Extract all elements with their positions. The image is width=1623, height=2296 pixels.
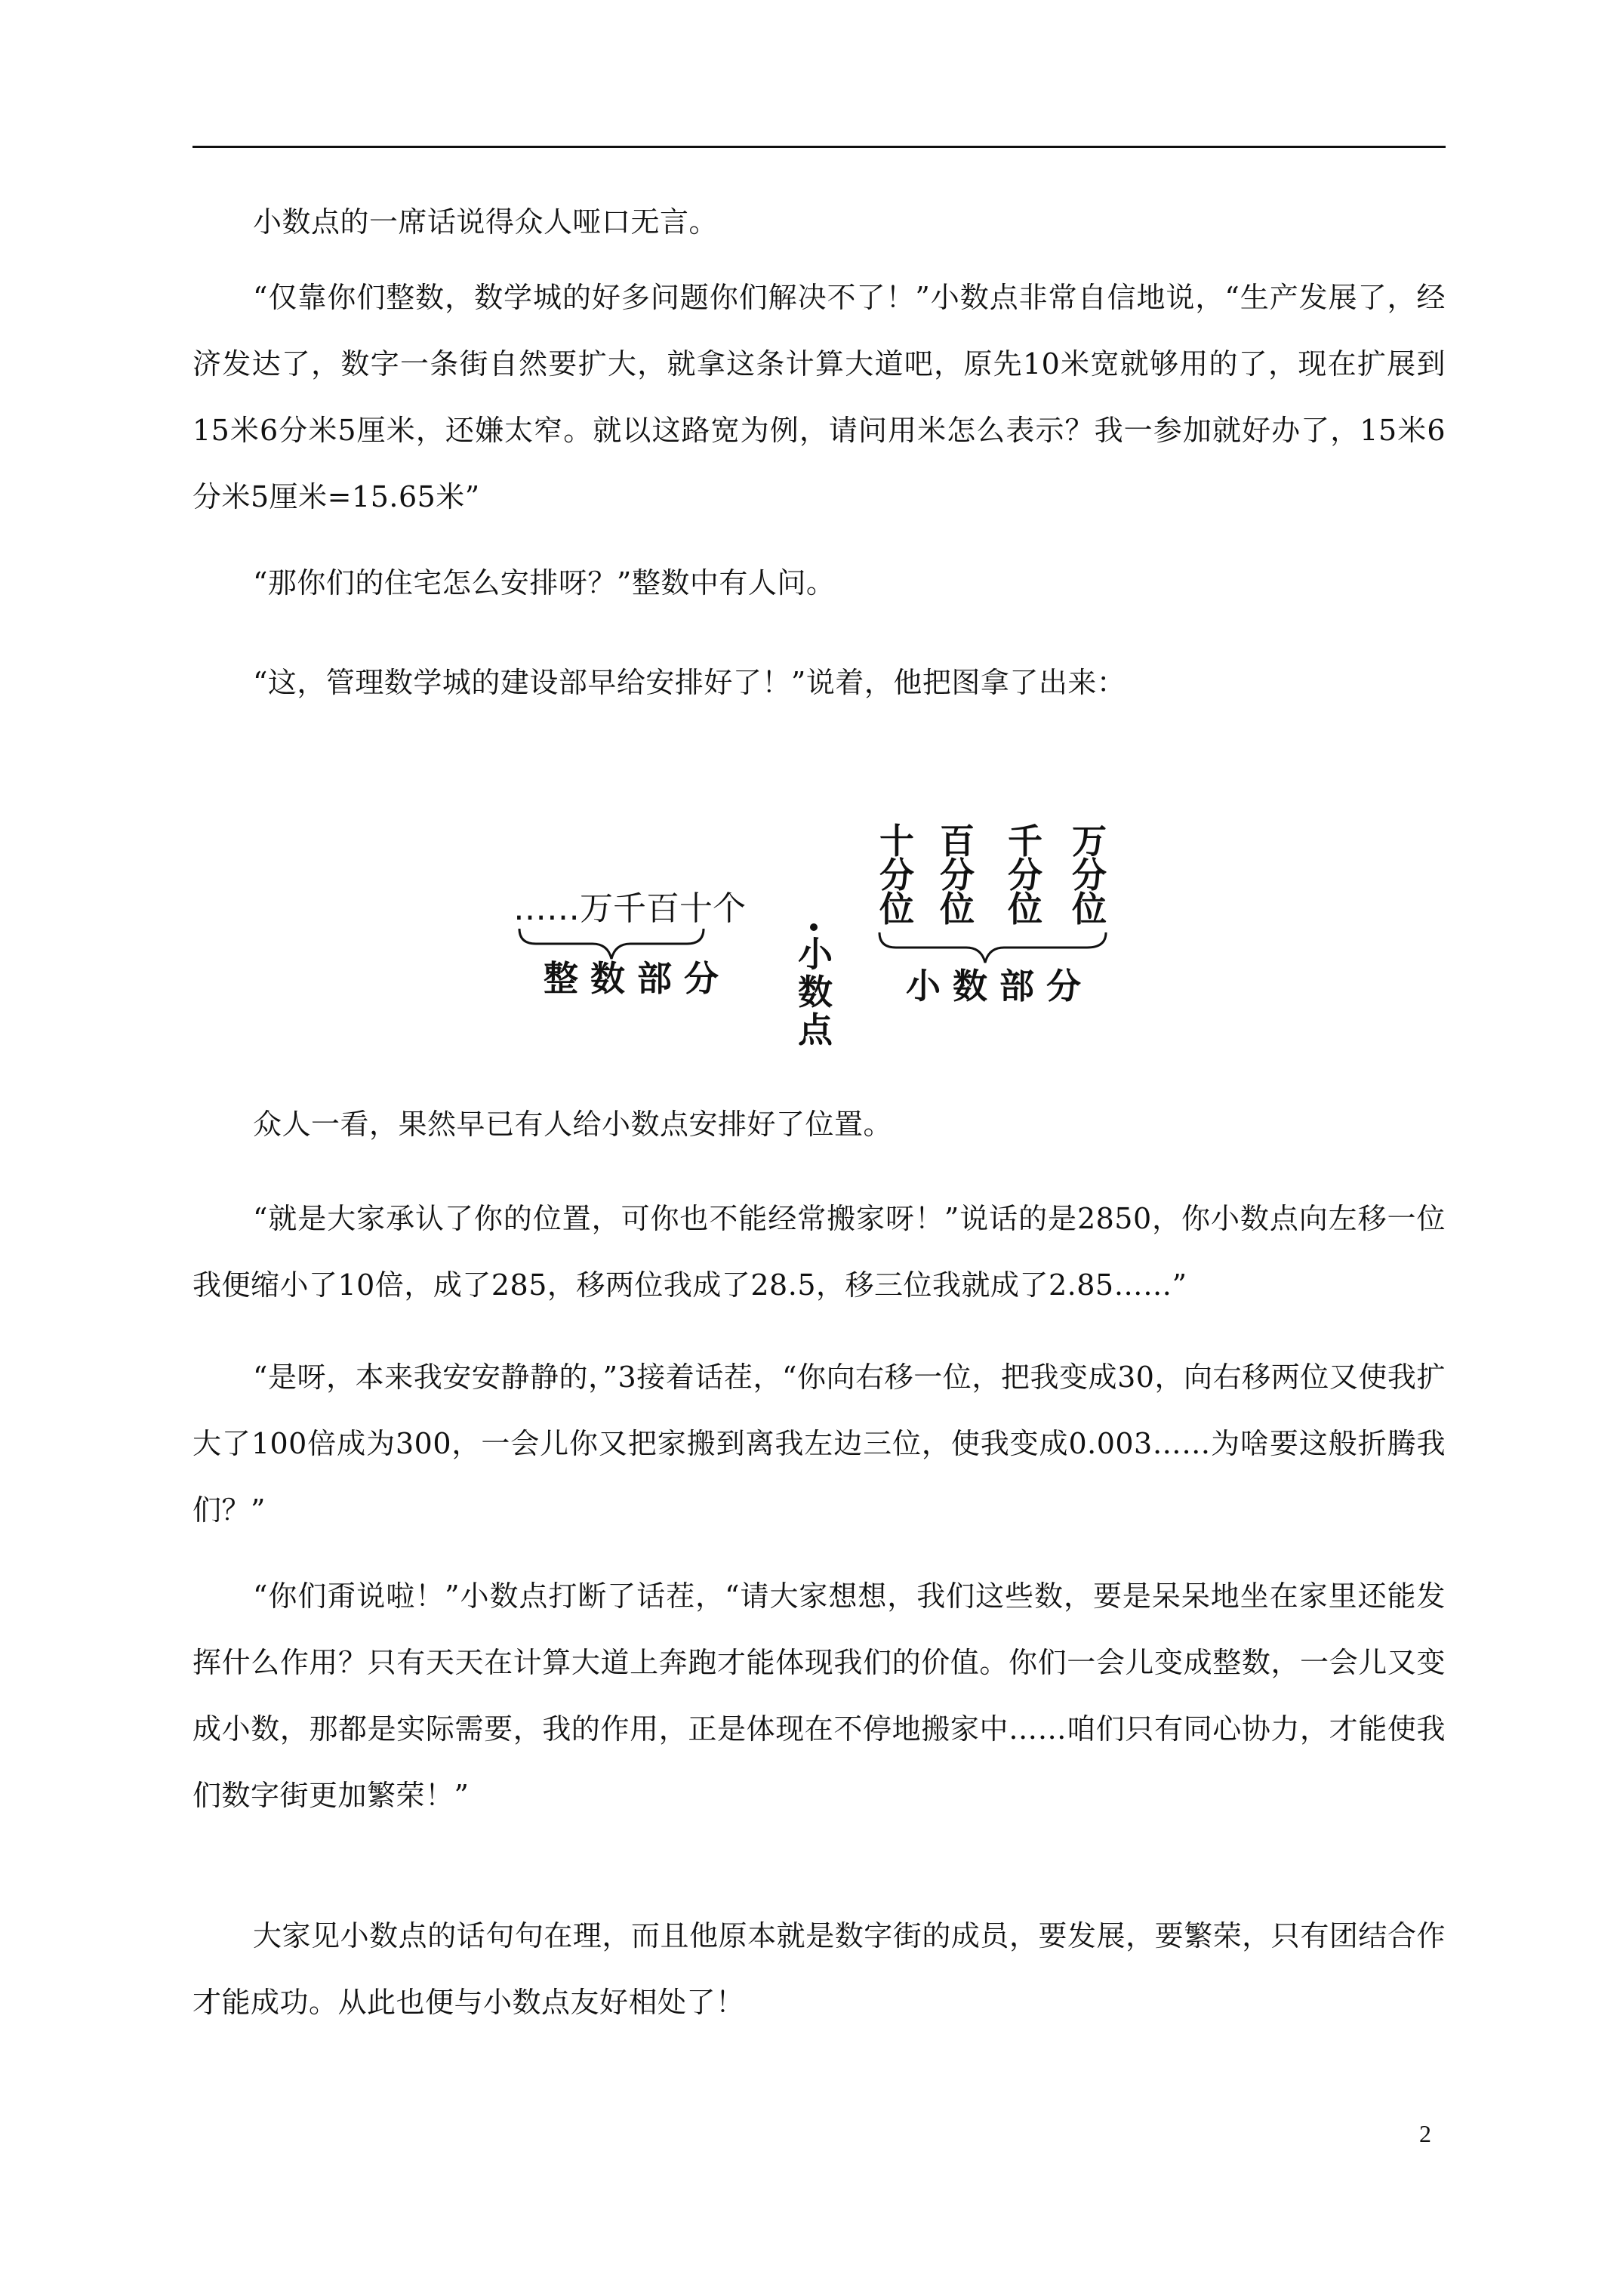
decimal-place-diagram (468, 823, 1147, 1049)
paragraph-9: 大家见小数点的话句句在理，而且他原本就是数字街的成员，要发展，要繁荣，只有团结合作才能成功。从此也便与小数点友好相处了！ (192, 1919, 1446, 2019)
decimal-place-hundredths (940, 823, 975, 929)
paragraph-6: “就是大家承认了你的位置，可你也不能经常搬家呀！”说话的是2850，你小数点向左移一位我便缩小了10倍，成了285，移两位我成了28.5，移三位我就成了2.85……” (192, 1202, 1446, 1302)
paragraph-4: “这，管理数学城的建设部早给安排好了！”说着，他把图拿了出来： (253, 666, 1126, 699)
integer-part-label: 整 数 部 分 (544, 958, 719, 999)
decimal-place-ten-thousandths (1072, 823, 1107, 929)
paragraph-3: “那你们的住宅怎么安排呀？”整数中有人问。 (253, 566, 836, 599)
svg-text:百: 百 (940, 823, 975, 861)
svg-text:分: 分 (1008, 855, 1042, 895)
svg-text:分: 分 (940, 855, 975, 895)
paragraph-8: “你们甭说啦！”小数点打断了话茬，“请大家想想，我们这些数，要是呆呆地坐在家里还能发挥什么作用？只有天天在计算大道上奔跑才能体现我们的价值。你们一会儿变成整数，一会儿又变成小数，那都是实际需要，我的作用，正是体现在不停地搬家中……咱们只有同心协力，才能使我们数字街更加繁荣！” (192, 1579, 1446, 1812)
svg-text:分: 分 (1072, 855, 1107, 895)
paragraph-1: 小数点的一席话说得众人哑口无言。 (253, 205, 719, 239)
svg-text:位: 位 (879, 889, 914, 929)
integer-brace (519, 929, 704, 959)
paragraph-7: “是呀，本来我安安静静的，”3接着话茬，“你向右移一位，把我变成30，向右移两位又使我扩大了100倍成为300，一会儿你又把家搬到离我左边三位，使我变成0.003……为啥要这般折腾我们？” (192, 1361, 1446, 1527)
decimal-place-thousandths (1008, 823, 1042, 929)
svg-text:千: 千 (1008, 823, 1042, 861)
page-number: 2 (1419, 2120, 1431, 2147)
decimal-point-dot (810, 923, 818, 931)
svg-text:分: 分 (879, 855, 914, 895)
svg-text:位: 位 (940, 889, 975, 929)
header-rule (192, 146, 1446, 148)
svg-text:位: 位 (1072, 889, 1107, 929)
point-label-3: 点 (798, 1009, 833, 1049)
decimal-brace (879, 932, 1106, 963)
decimal-part-label: 小 数 部 分 (906, 966, 1082, 1006)
paragraph-2: “仅靠你们整数，数学城的好多问题你们解决不了！”小数点非常自信地说，“生产发展了，经济发达了，数字一条街自然要扩大，就拿这条计算大道吧，原先10米宽就够用的了，现在扩展到15米6分米5厘米，还嫌太窄。就以这路宽为例，请问用米怎么表示？我一参加就好办了，15米6分米5厘米=15.65米” (192, 281, 1446, 513)
svg-text:十: 十 (879, 823, 914, 861)
point-label-1: 小 (798, 934, 833, 975)
svg-text:位: 位 (1008, 889, 1042, 929)
paragraph-5: 众人一看，果然早已有人给小数点安排好了位置。 (253, 1108, 893, 1141)
decimal-place-tenths (879, 823, 914, 929)
svg-text:万: 万 (1072, 823, 1107, 861)
point-label-2: 数 (798, 972, 833, 1012)
integer-places-text: ……万千百十个 (513, 889, 746, 928)
